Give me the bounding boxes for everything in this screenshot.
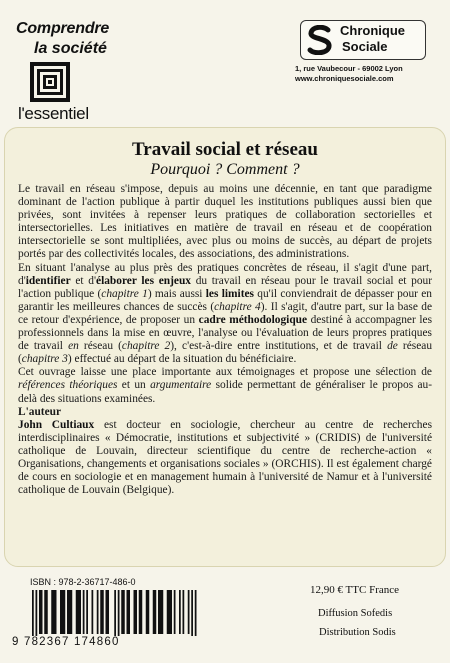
barcode-bar [179,590,181,634]
barcode-bar [127,590,131,634]
collection-name: l'essentiel [18,104,89,123]
publisher-address: 1, rue Vaubecour - 69002 Lyon [295,64,403,73]
barcode-bar [67,590,72,634]
distribution-line-2: Distribution Sodis [319,627,396,638]
barcode-bar [183,590,185,634]
barcode-bar [51,590,56,634]
barcode-bar [114,590,116,642]
barcode-bar [83,590,85,634]
publisher-name-line2: Sociale [342,39,388,54]
barcode-bar [100,590,104,634]
author-heading: L'auteur [18,405,62,418]
series-name-line1: Comprendre [16,20,110,37]
barcode-bar [188,590,190,634]
distribution-line-1: Diffusion Sofedis [318,608,393,619]
barcode-bar [153,590,157,634]
barcode-bar [158,590,163,634]
book-title: Travail social et réseau [132,139,318,160]
barcode-bar [60,590,65,634]
series-name-line2: la société [34,40,107,57]
barcode-bar [121,590,125,634]
isbn-label: ISBN : 978-2-36717-486-0 [30,577,136,587]
barcode-bar [76,590,81,634]
barcode-bar [97,590,99,634]
blurb-paragraph-1: Le travail en réseau s'impose, depuis au moins une décennie, en tant que paradigme dominant de l'action publique à partir duquel les institutions publiques aussi bien que privées, sont invitées à repenser leurs pratiques de collaboration sectorielles et intersectorielles. Les initiatives en matière de travail en réseau et de coopération intersectorielle se sont multipliées, avec plus ou moins de succès, au départ de projets portés par des collectivités locales, des associations, des administrations. [18,183,432,261]
barcode-bar [195,590,197,642]
barcode-bar [44,590,48,634]
barcode-digits: 9 782367 174860 [12,636,237,648]
author-bio: John Cultiaux est docteur en sociologie, chercheur au centre de recherches interdisciplinaires « Démocratie, institutions et subjectivité » (CRIDIS) de l'université catholique de Louvain, directeur scientifique du centre de recherche-action « Organisations, changements et organisations sociales » (ORCHIS). Il est également chargé de cours en sociologie et en management humain à l'université de Namur et à l'université catholique de Louvain (Belgique). [18,418,432,497]
barcode-bar [174,590,176,634]
blurb-paragraph-2: En situant l'analyse au plus près des pratiques concrètes de réseau, il s'agit d'une part, d'identifier et d'élaborer les enjeux du travail en réseau pour le travail social et pour l'action publique (chapitre 1) mais aussi les limites qu'il conviendrait de dépasser pour en garantir les meilleures chances de succès (chapitre 4). Il s'agit, d'autre part, sur la base de ce retour d'expérience, de proposer un cadre méthodologique destiné à accompagner les professionnels dans la mise en œuvre, l'analyse ou l'évaluation de leurs propres pratiques de travail en réseau (chapitre 2), c'est-à-dire entre institutions, et de travail de réseau (chapitre 3) effectué au départ de la situation du bénéficiaire. [18,261,433,366]
barcode-bar [36,590,38,642]
barcode-bar [191,590,193,642]
barcode-bar [139,590,143,634]
blurb-text [18,183,432,497]
publisher-url[interactable]: www.chroniquesociale.com [295,74,394,83]
book-subtitle: Pourquoi ? Comment ? [150,161,300,178]
barcode-bar [32,590,34,642]
barcode-bar [106,590,110,634]
barcode-bar [134,590,138,634]
barcode-bar [118,590,120,642]
barcode-bar [39,590,43,634]
barcode-bar [146,590,150,634]
barcode-bar [167,590,172,634]
barcode-bar [92,590,94,634]
price-label: 12,90 € TTC France [310,584,400,596]
blurb-paragraph-3: Cet ouvrage laisse une place importante aux témoignages et propose une sélection de références théoriques et un argumentaire solide permettant de généraliser le propos au-delà des situations examinées. [18,366,433,405]
publisher-name-line1: Chronique [340,23,405,38]
author-name: John Cultiaux [18,418,95,431]
nested-squares-icon [30,62,70,102]
barcode-bar [86,590,88,634]
chronique-sociale-s-icon [306,25,334,55]
